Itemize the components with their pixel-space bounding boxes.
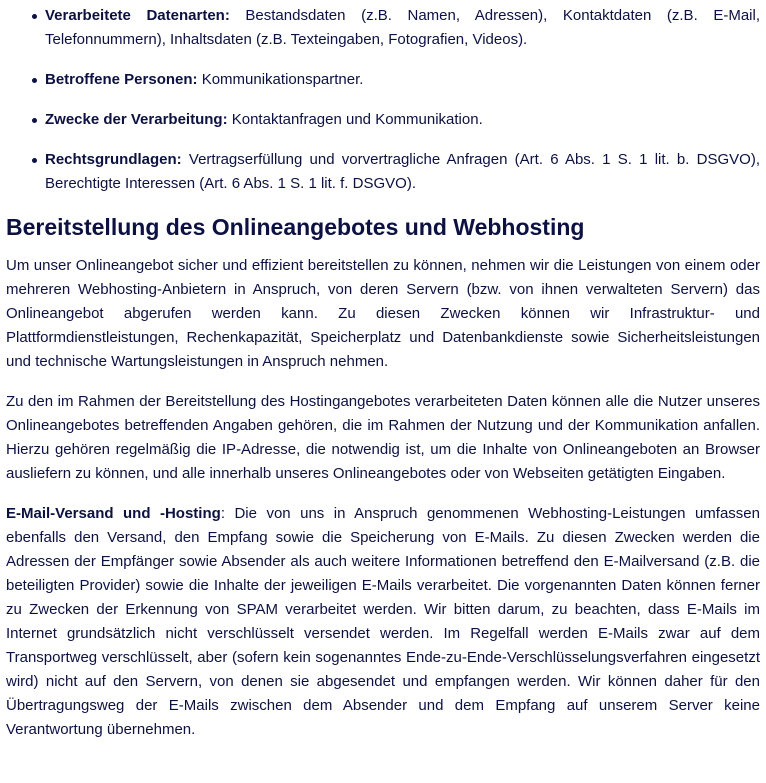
list-item-text: Bestandsdaten (z.B. Namen, Adressen), Kontaktdaten (z.B. E-Mail, Telefonnummern), Inhaltsdaten (z.B. Texteingaben, Fotografien, Videos). (45, 7, 760, 48)
list-item-term: Betroffene Personen: (45, 71, 198, 88)
email-hosting-term: E-Mail-Versand und -Hosting (6, 505, 221, 522)
list-item-term: Verarbeitete Datenarten: (45, 7, 230, 24)
list-item (45, 148, 760, 196)
list-item (45, 4, 760, 52)
paragraph-hosting-intro: Um unser Onlineangebot sicher und effizient bereitstellen zu können, nehmen wir die Leistungen von einem oder mehreren Webhosting-Anbietern in Anspruch, von deren Servern (bzw. von ihnen verwalteten Servern) das Onlineangebot abgerufen werden kann. Zu diesen Zwecken können wir Infrastruktur- und Plattformdienstleistungen, Rechenkapazität, Speicherplatz und Datenbankdienste sowie Sicherheitsleistungen und technische Wartungsleistungen in Anspruch nehmen. (6, 257, 760, 370)
list-item-term: Rechtsgrundlagen: (45, 151, 182, 168)
list-item-text: Kontaktanfragen und Kommunikation. (227, 111, 483, 128)
paragraph-hosting-data: Zu den im Rahmen der Bereitstellung des Hostingangebotes verarbeiteten Daten können alle die Nutzer unseres Onlineangebotes betreffenden Angaben gehören, die im Rahmen der Nutzung und der Kommunikation anfallen. Hierzu gehören regelmäßig die IP-Adresse, die notwendig ist, um die Inhalte von Onlineangeboten an Browser ausliefern zu können, und alle innerhalb unseres Onlineangebotes oder von Webseiten getätigten Eingaben. (6, 393, 760, 482)
processing-info-list (6, 4, 760, 196)
list-item-text: Vertragserfüllung und vorvertragliche Anfragen (Art. 6 Abs. 1 S. 1 lit. b. DSGVO), Berechtigte Interessen (Art. 6 Abs. 1 S. 1 lit. f. DSGVO). (45, 151, 760, 192)
list-item (45, 68, 760, 92)
paragraph-email-hosting (6, 502, 760, 742)
section-heading: Bereitstellung des Onlineangebotes und Webhosting (6, 214, 585, 240)
email-hosting-text: : Die von uns in Anspruch genommenen Webhosting-Leistungen umfassen ebenfalls den Versand, den Empfang sowie die Speicherung von E-Mails. Zu diesen Zwecken werden die Adressen der Empfänger sowie Absender als auch weitere Informationen betreffend den E-Mailversand (z.B. die beteiligten Provider) sowie die Inhalte der jeweiligen E-Mails verarbeitet. Die vorgenannten Daten können ferner zu Zwecken der Erkennung von SPAM verarbeitet werden. Wir bitten darum, zu beachten, dass E-Mails im Internet grundsätzlich nicht verschlüsselt versendet werden. Im Regelfall werden E-Mails zwar auf dem Transportweg verschlüsselt, aber (sofern kein sogenanntes Ende-zu-Ende-Verschlüsselungsverfahren eingesetzt wird) nicht auf den Servern, von denen sie abgesendet und empfangen werden. Wir können daher für den Übertragungsweg der E-Mails zwischen dem Absender und dem Empfang auf unserem Server keine Verantwortung übernehmen. (6, 505, 760, 738)
list-item-term: Zwecke der Verarbeitung: (45, 111, 228, 128)
list-item-text: Kommunikationspartner. (197, 71, 364, 88)
list-item (45, 108, 760, 132)
